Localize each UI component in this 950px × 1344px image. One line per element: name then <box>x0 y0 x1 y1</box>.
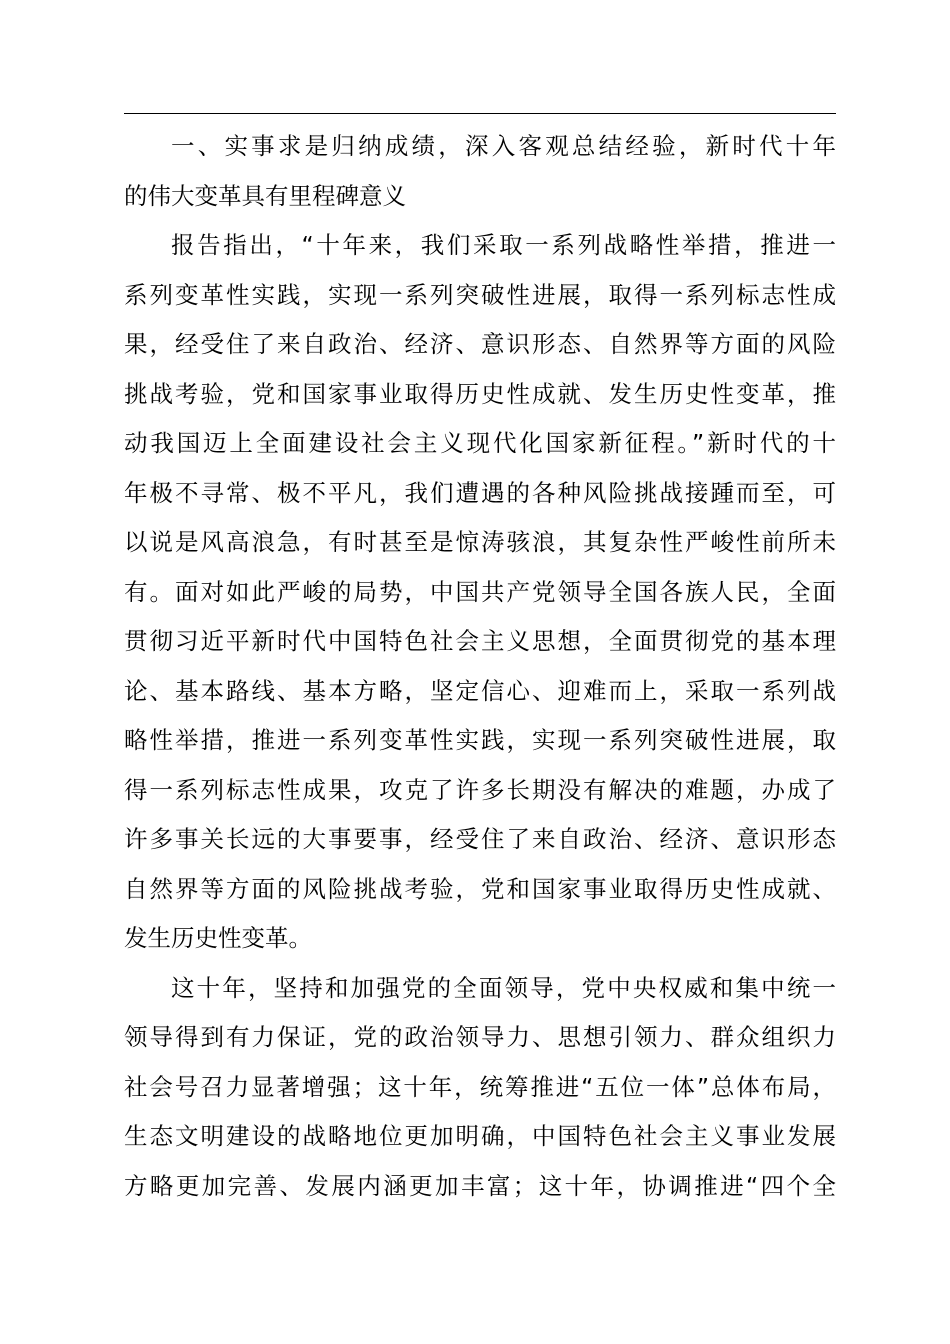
text-line: 社会号召力显著增强；这十年，统筹推进“五位一体”总体布局， <box>124 1072 836 1101</box>
document-body <box>124 122 836 1211</box>
paragraph-decade <box>124 964 836 1212</box>
section-heading <box>124 122 836 221</box>
heading-line: 的伟大变革具有里程碑意义 <box>124 181 406 210</box>
text-line: 果，经受住了来自政治、经济、意识形态、自然界等方面的风险 <box>124 330 836 358</box>
heading-line: 一、实事求是归纳成绩，深入客观总结经验，新时代十年 <box>171 132 836 160</box>
text-line: 有。面对如此严峻的局势，中国共产党领导全国各族人民，全面 <box>124 577 836 606</box>
text-line: 贯彻习近平新时代中国特色社会主义思想，全面贯彻党的基本理 <box>124 627 836 655</box>
text-line: 自然界等方面的风险挑战考验，党和国家事业取得历史性成就、 <box>124 874 836 903</box>
text-line: 发生历史性变革。 <box>124 924 312 952</box>
text-line: 动我国迈上全面建设社会主义现代化国家新征程。”新时代的十 <box>124 429 836 457</box>
text-line: 这十年，坚持和加强党的全面领导，党中央权威和集中统一 <box>171 973 836 1002</box>
text-line: 报告指出，“十年来，我们采取一系列战略性举措，推进一 <box>171 231 836 259</box>
text-line: 方略更加完善、发展内涵更加丰富；这十年，协调推进“四个全 <box>124 1171 836 1200</box>
paragraph-report <box>124 221 836 964</box>
text-line: 领导得到有力保证，党的政治领导力、思想引领力、群众组织力 <box>124 1023 836 1051</box>
text-line: 以说是风高浪急，有时甚至是惊涛骇浪，其复杂性严峻性前所未 <box>124 528 836 556</box>
text-line: 生态文明建设的战略地位更加明确，中国特色社会主义事业发展 <box>124 1122 836 1150</box>
text-line: 年极不寻常、极不平凡，我们遭遇的各种风险挑战接踵而至，可 <box>124 478 836 507</box>
header-rule <box>124 113 836 114</box>
text-line: 系列变革性实践，实现一系列突破性进展，取得一系列标志性成 <box>124 280 836 309</box>
text-line: 略性举措，推进一系列变革性实践，实现一系列突破性进展，取 <box>124 726 836 754</box>
text-line: 论、基本路线、基本方略，坚定信心、迎难而上，采取一系列战 <box>124 676 836 705</box>
text-line: 得一系列标志性成果，攻克了许多长期没有解决的难题，办成了 <box>124 775 836 804</box>
text-line: 许多事关长远的大事要事，经受住了来自政治、经济、意识形态 <box>124 825 836 853</box>
text-line: 挑战考验，党和国家事业取得历史性成就、发生历史性变革，推 <box>124 379 836 408</box>
